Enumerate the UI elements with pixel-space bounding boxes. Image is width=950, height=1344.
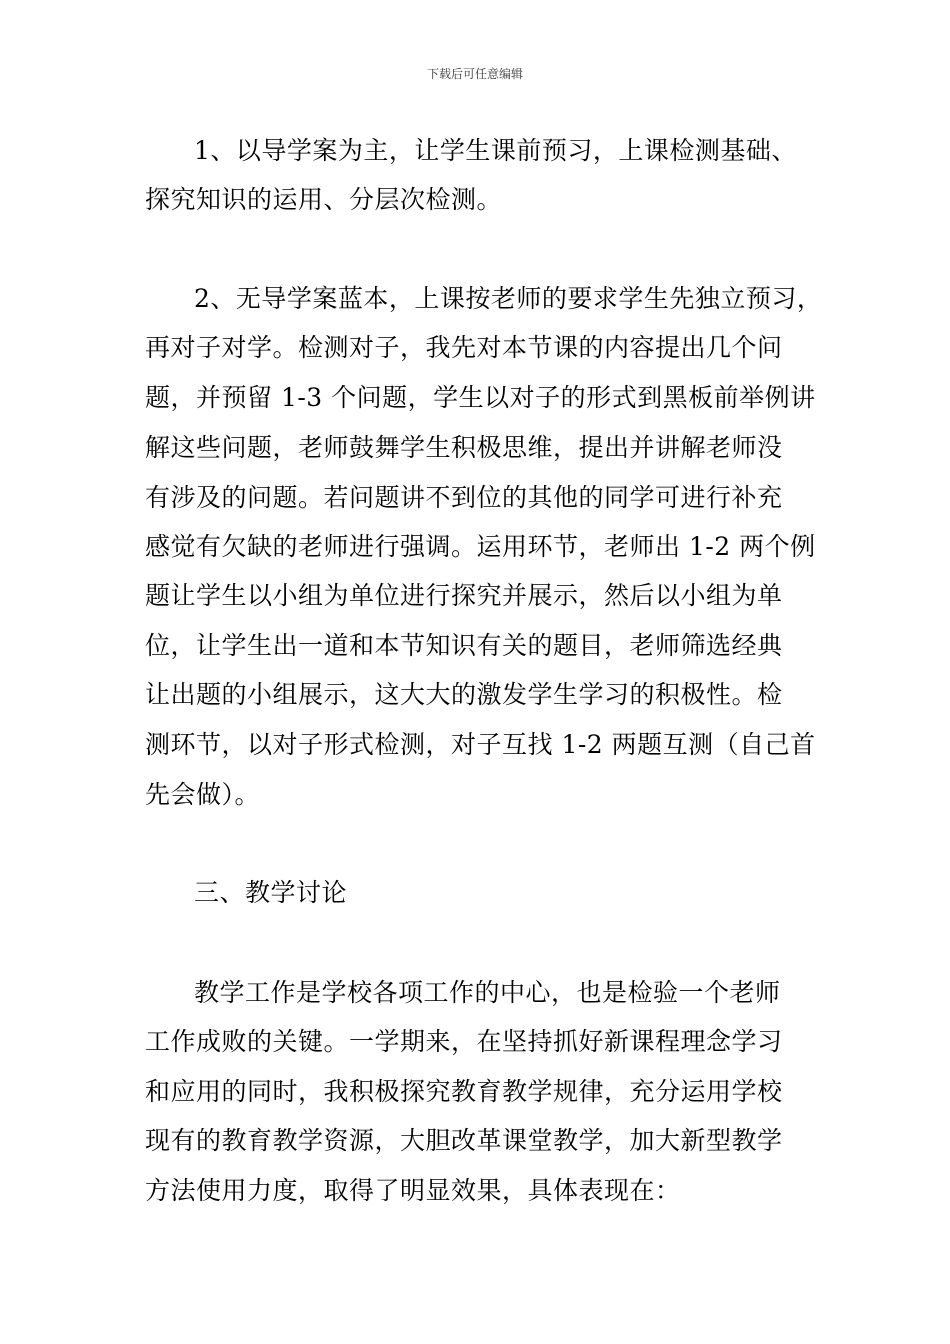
- paragraph-2-line-3: 题，并预留 1-3 个问题，学生以对子的形式到黑板前举例讲: [145, 383, 816, 412]
- paragraph-3-line-4: 现有的教育教学资源，大胆改革课堂教学，加大新型教学: [145, 1126, 783, 1155]
- paragraph-2-line-10: 测环节，以对子形式检测，对子互找 1-2 两题互测（自己首: [145, 730, 816, 759]
- paragraph-2-line-1: 2、无导学案蓝本，上课按老师的要求学生先独立预习，: [194, 284, 823, 313]
- section-heading: 三、教学讨论: [194, 878, 348, 907]
- paragraph-2-line-4: 解这些问题，老师鼓舞学生积极思维，提出并讲解老师没: [145, 433, 783, 462]
- paragraph-3-line-3: 和应用的同时，我积极探究教育教学规律，充分运用学校: [145, 1077, 783, 1106]
- paragraph-3-line-5: 方法使用力度，取得了明显效果，具体表现在：: [145, 1176, 681, 1205]
- paragraph-2-line-7: 题让学生以小组为单位进行探究并展示，然后以小组为单: [145, 581, 783, 610]
- paragraph-2-line-6: 感觉有欠缺的老师进行强调。运用环节，老师出 1-2 两个例: [145, 532, 816, 561]
- paragraph-2-line-8: 位，让学生出一道和本节知识有关的题目，老师筛选经典: [145, 631, 783, 660]
- paragraph-3-line-2: 工作成败的关键。一学期来，在坚持抓好新课程理念学习: [145, 1027, 783, 1056]
- paragraph-2-line-11: 先会做）。: [145, 780, 261, 809]
- paragraph-3-line-1: 教学工作是学校各项工作的中心，也是检验一个老师: [194, 978, 781, 1007]
- paragraph-2-line-5: 有涉及的问题。若问题讲不到位的其他的同学可进行补充: [145, 483, 783, 512]
- paragraph-1-line-1: 1、以导学案为主，让学生课前预习，上课检测基础、: [194, 136, 797, 165]
- paragraph-2-line-9: 让出题的小组展示，这大大的激发学生学习的积极性。检: [145, 680, 783, 709]
- paragraph-1-line-2: 探究知识的运用、分层次检测。: [145, 185, 503, 214]
- page-header: 下载后可任意编辑: [426, 67, 523, 81]
- paragraph-2-line-2: 再对子对学。检测对子，我先对本节课的内容提出几个问: [145, 333, 783, 362]
